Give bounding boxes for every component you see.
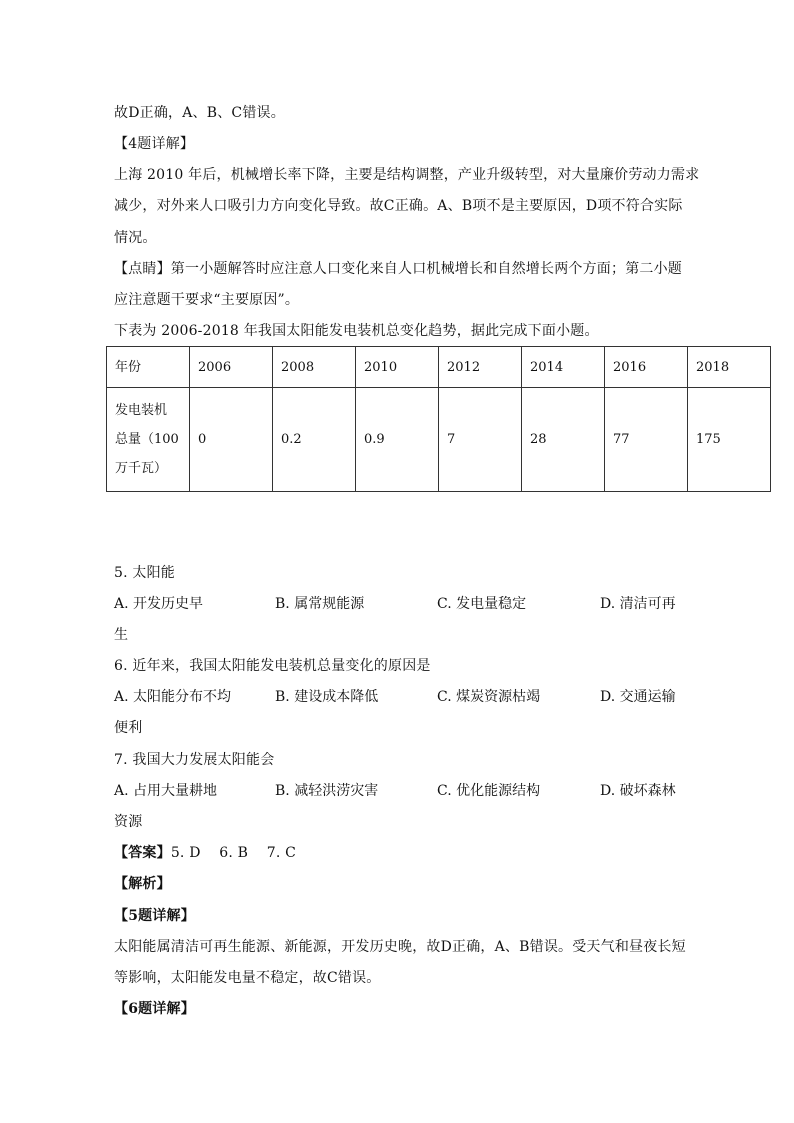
option-b: B. 减轻洪涝灾害 xyxy=(275,783,379,799)
table-cell: 0.9 xyxy=(356,388,439,492)
section-heading: 【5题详解】 xyxy=(114,908,195,924)
table-cell: 175 xyxy=(688,388,771,492)
row-label-line: 万千瓦） xyxy=(115,461,168,476)
table-cell: 77 xyxy=(605,388,688,492)
table-header-cell: 2014 xyxy=(522,347,605,388)
option-d: D. 交通运输 xyxy=(600,689,676,705)
table-cell: 28 xyxy=(522,388,605,492)
table-cell: 0.2 xyxy=(273,388,356,492)
section-heading: 【6题详解】 xyxy=(114,1001,195,1017)
option-a: A. 开发历史早 xyxy=(114,596,204,612)
text-line: 应注意题干要求“主要原因”。 xyxy=(114,292,300,308)
option-wrap: 便利 xyxy=(114,720,143,736)
option-c: C. 优化能源结构 xyxy=(437,783,541,799)
table-header-row xyxy=(107,347,771,388)
table-cell: 0 xyxy=(190,388,273,492)
solar-capacity-table xyxy=(106,346,771,492)
table-header-cell: 年份 xyxy=(107,347,190,388)
question-stem: 7. 我国大力发展太阳能会 xyxy=(114,752,275,768)
option-b: B. 属常规能源 xyxy=(275,596,365,612)
table-header-cell: 2006 xyxy=(190,347,273,388)
text-line: 故D正确，A、B、C错误。 xyxy=(114,105,285,121)
text-line: 上海 2010 年后，机械增长率下降，主要是结构调整，产业升级转型，对大量廉价劳动力需求 xyxy=(114,167,700,183)
answer-text: 5. D 6. B 7. C xyxy=(170,845,297,861)
answer-label: 【答案】 xyxy=(114,845,171,861)
option-a: A. 占用大量耕地 xyxy=(114,783,218,799)
table-header-cell: 2012 xyxy=(439,347,522,388)
option-b: B. 建设成本降低 xyxy=(275,689,379,705)
option-c: C. 煤炭资源枯竭 xyxy=(437,689,541,705)
answer-line xyxy=(114,843,296,863)
text-line: 减少，对外来人口吸引力方向变化导致。故C正确。A、B项不是主要原因，D项不符合实际 xyxy=(114,198,683,214)
table-header-cell: 2016 xyxy=(605,347,688,388)
table-header-cell: 2018 xyxy=(688,347,771,388)
table-row xyxy=(107,388,771,492)
option-d: D. 破坏森林 xyxy=(600,783,676,799)
option-d: D. 清洁可再 xyxy=(600,596,676,612)
tip-line: 【点睛】第一小题解答时应注意人口变化来自人口机械增长和自然增长两个方面；第二小题 xyxy=(114,261,682,277)
section-heading: 【4题详解】 xyxy=(114,136,195,152)
option-c: C. 发电量稳定 xyxy=(437,596,527,612)
question-stem: 6. 近年来，我国太阳能发电装机总量变化的原因是 xyxy=(114,658,431,674)
table-cell: 7 xyxy=(439,388,522,492)
row-label-line: 发电装机 xyxy=(115,403,168,418)
text-line: 情况。 xyxy=(114,230,157,246)
table-header-cell: 2010 xyxy=(356,347,439,388)
question-stem: 5. 太阳能 xyxy=(114,565,176,581)
option-a: A. 太阳能分布不均 xyxy=(114,689,232,705)
table-header-cell: 2008 xyxy=(273,347,356,388)
row-label-line: 总量（100 xyxy=(115,432,179,447)
text-line: 等影响，太阳能发电量不稳定，故C错误。 xyxy=(114,970,381,986)
table-intro: 下表为 2006-2018 年我国太阳能发电装机总变化趋势，据此完成下面小题。 xyxy=(114,323,599,339)
option-wrap: 资源 xyxy=(114,814,143,830)
row-label-cell xyxy=(107,388,190,492)
option-wrap: 生 xyxy=(114,627,129,643)
text-line: 太阳能属清洁可再生能源、新能源，开发历史晚，故D正确，A、B错误。受天气和昼夜长短 xyxy=(114,939,686,955)
analysis-heading: 【解析】 xyxy=(114,876,171,892)
